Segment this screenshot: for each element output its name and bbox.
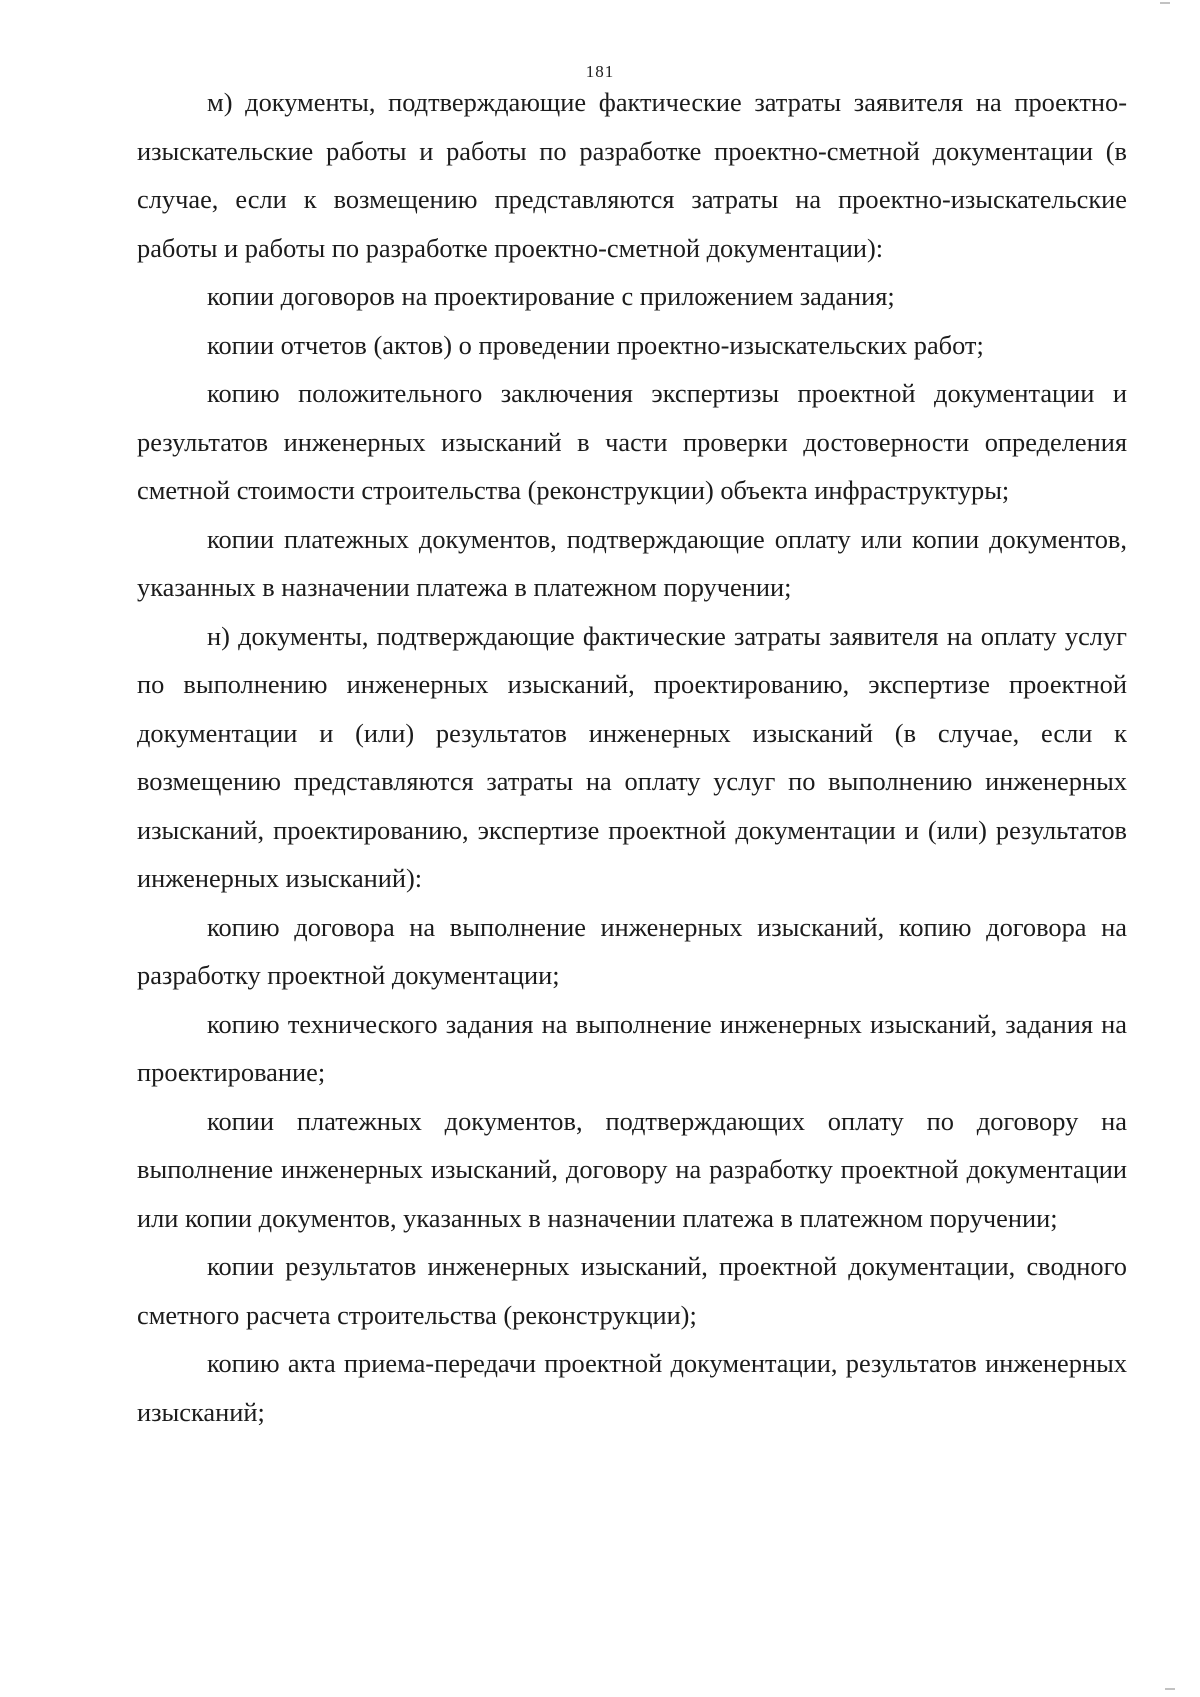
document-body [137,78,1127,1436]
page-number: 181 [585,62,615,81]
paragraph-n: н) документы, подтверждающие фактические затраты заявителя на оплату услуг по выполнению инженерных изысканий, проектированию, экспертизе проектной документации и (или) результатов инженерных изысканий (в случае, если к возмещению представляются затраты на оплату услуг по выполнению инженерных изысканий, проектированию, экспертизе проектной документации и (или) результатов инженерных изысканий): [137,620,1127,893]
list-item-survey-contract: копию договора на выполнение инженерных изысканий, копию договора на разработку проектной документации; [137,911,1127,990]
list-item-survey-reports: копии отчетов (актов) о проведении проектно-изыскательских работ; [207,329,984,360]
list-item-payment-documents: копии платежных документов, подтверждающие оплату или копии документов, указанных в назначении платежа в платежном поручении; [137,523,1127,602]
paragraph-m: м) документы, подтверждающие фактические затраты заявителя на проектно-изыскательские работы и работы по разработке проектно-сметной документации (в случае, если к возмещению представляются затраты на проектно-изыскательские работы и работы по разработке проектно-сметной документации): [137,87,1127,263]
list-item-survey-results: копии результатов инженерных изысканий, проектной документации, сводного сметного расчета строительства (реконструкции); [137,1251,1127,1330]
list-item-contract-payments: копии платежных документов, подтверждающих оплату по договору на выполнение инженерных изысканий, договору на разработку проектной документации или копии документов, указанных в назначении платежа в платежном поручении; [137,1105,1127,1233]
list-item-technical-assignment: копию технического задания на выполнение инженерных изысканий, задания на проектирование; [137,1008,1127,1087]
scan-artifact-bottom [1165,1688,1175,1690]
list-item-expertise-conclusion: копию положительного заключения экспертизы проектной документации и результатов инженерных изысканий в части проверки достоверности определения сметной стоимости строительства (реконструкции) объекта инфраструктуры; [137,378,1127,505]
list-item-transfer-act: копию акта приема-передачи проектной документации, результатов инженерных изысканий; [137,1348,1127,1427]
scan-artifact-top [1160,2,1170,4]
list-item-design-contracts: копии договоров на проектирование с приложением задания; [207,281,895,311]
